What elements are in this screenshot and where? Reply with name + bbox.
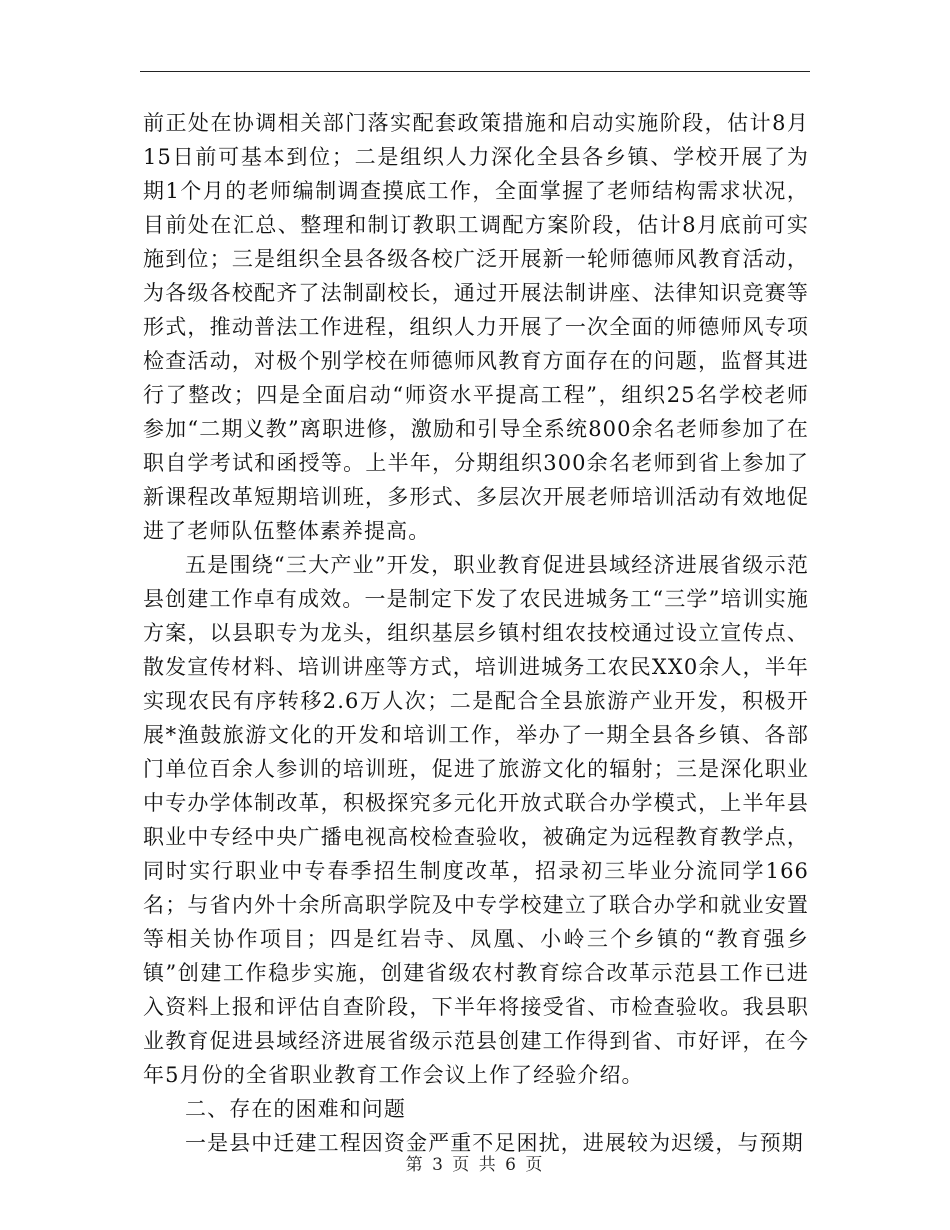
section-heading: 二、存在的困难和问题 <box>185 1097 406 1121</box>
page-number-footer: 第 3 页 共 6 页 <box>405 1155 545 1175</box>
paragraph-1: 前正处在协调相关部门落实配套政策措施和启动实施阶段，估计8月15日前可基本到位；二是组织人力深化全县各乡镇、学校开展了为期1个月的老师编制调查摸底工作，全面掌握了老师结构需求状况，目前处在汇总、整理和制订教职工调配方案阶段，估计8月底前可实施到位；三是组织全县各级各校广泛开展新一轮师德师风教育活动，为各级各校配齐了法制副校长，通过开展法制讲座、法律知识竞赛等形式，推动普法工作进程，组织人力开展了一次全面的师德师风专项检查活动，对极个别学校在师德师风教育方面存在的问题，监督其进行了整改；四是全面启动“师资水平提高工程”，组织25名学校老师参加“二期义教”离职进修，激励和引导全系统800余名老师参加了在职自学考试和函授等。上半年，分期组织300余名老师到省上参加了新课程改革短期培训班，多形式、多层次开展老师培训活动有效地促进了老师队伍整体素养提高。 <box>143 111 809 543</box>
header-rule <box>140 71 810 72</box>
paragraph-3: 一是县中迁建工程因资金严重不足困扰，进展较为迟缓，与预期 <box>185 1131 804 1155</box>
paragraph-2: 五是围绕“三大产业”开发，职业教育促进县域经济进展省级示范县创建工作卓有成效。一是制定下发了农民进城务工“三学”培训实施方案，以县职专为龙头，组织基层乡镇村组农技校通过设立宣传点、散发宣传材料、培训讲座等方式，培训进城务工农民XX0余人，半年实现农民有序转移2.6万人次；二是配合全县旅游产业开发，积极开展*渔鼓旅游文化的开发和培训工作，举办了一期全县各乡镇、各部门单位百余人参训的培训班，促进了旅游文化的辐射；三是深化职业中专办学体制改革，积极探究多元化开放式联合办学模式，上半年县职业中专经中央广播电视高校检查验收，被确定为远程教育教学点，同时实行职业中专春季招生制度改革，招录初三毕业分流同学166名；与省内外十余所高职学院及中专学校建立了联合办学和就业安置等相关协作项目；四是红岩寺、凤凰、小岭三个乡镇的“教育强乡镇”创建工作稳步实施，创建省级农村教育综合改革示范县工作已进入资料上报和评估自查阶段，下半年将接受省、市检查验收。我县职业教育促进县域经济进展省级示范县创建工作得到省、市好评，在今年5月份的全省职业教育工作会议上作了经验介绍。 <box>143 553 809 1087</box>
body-text <box>143 106 809 1160</box>
